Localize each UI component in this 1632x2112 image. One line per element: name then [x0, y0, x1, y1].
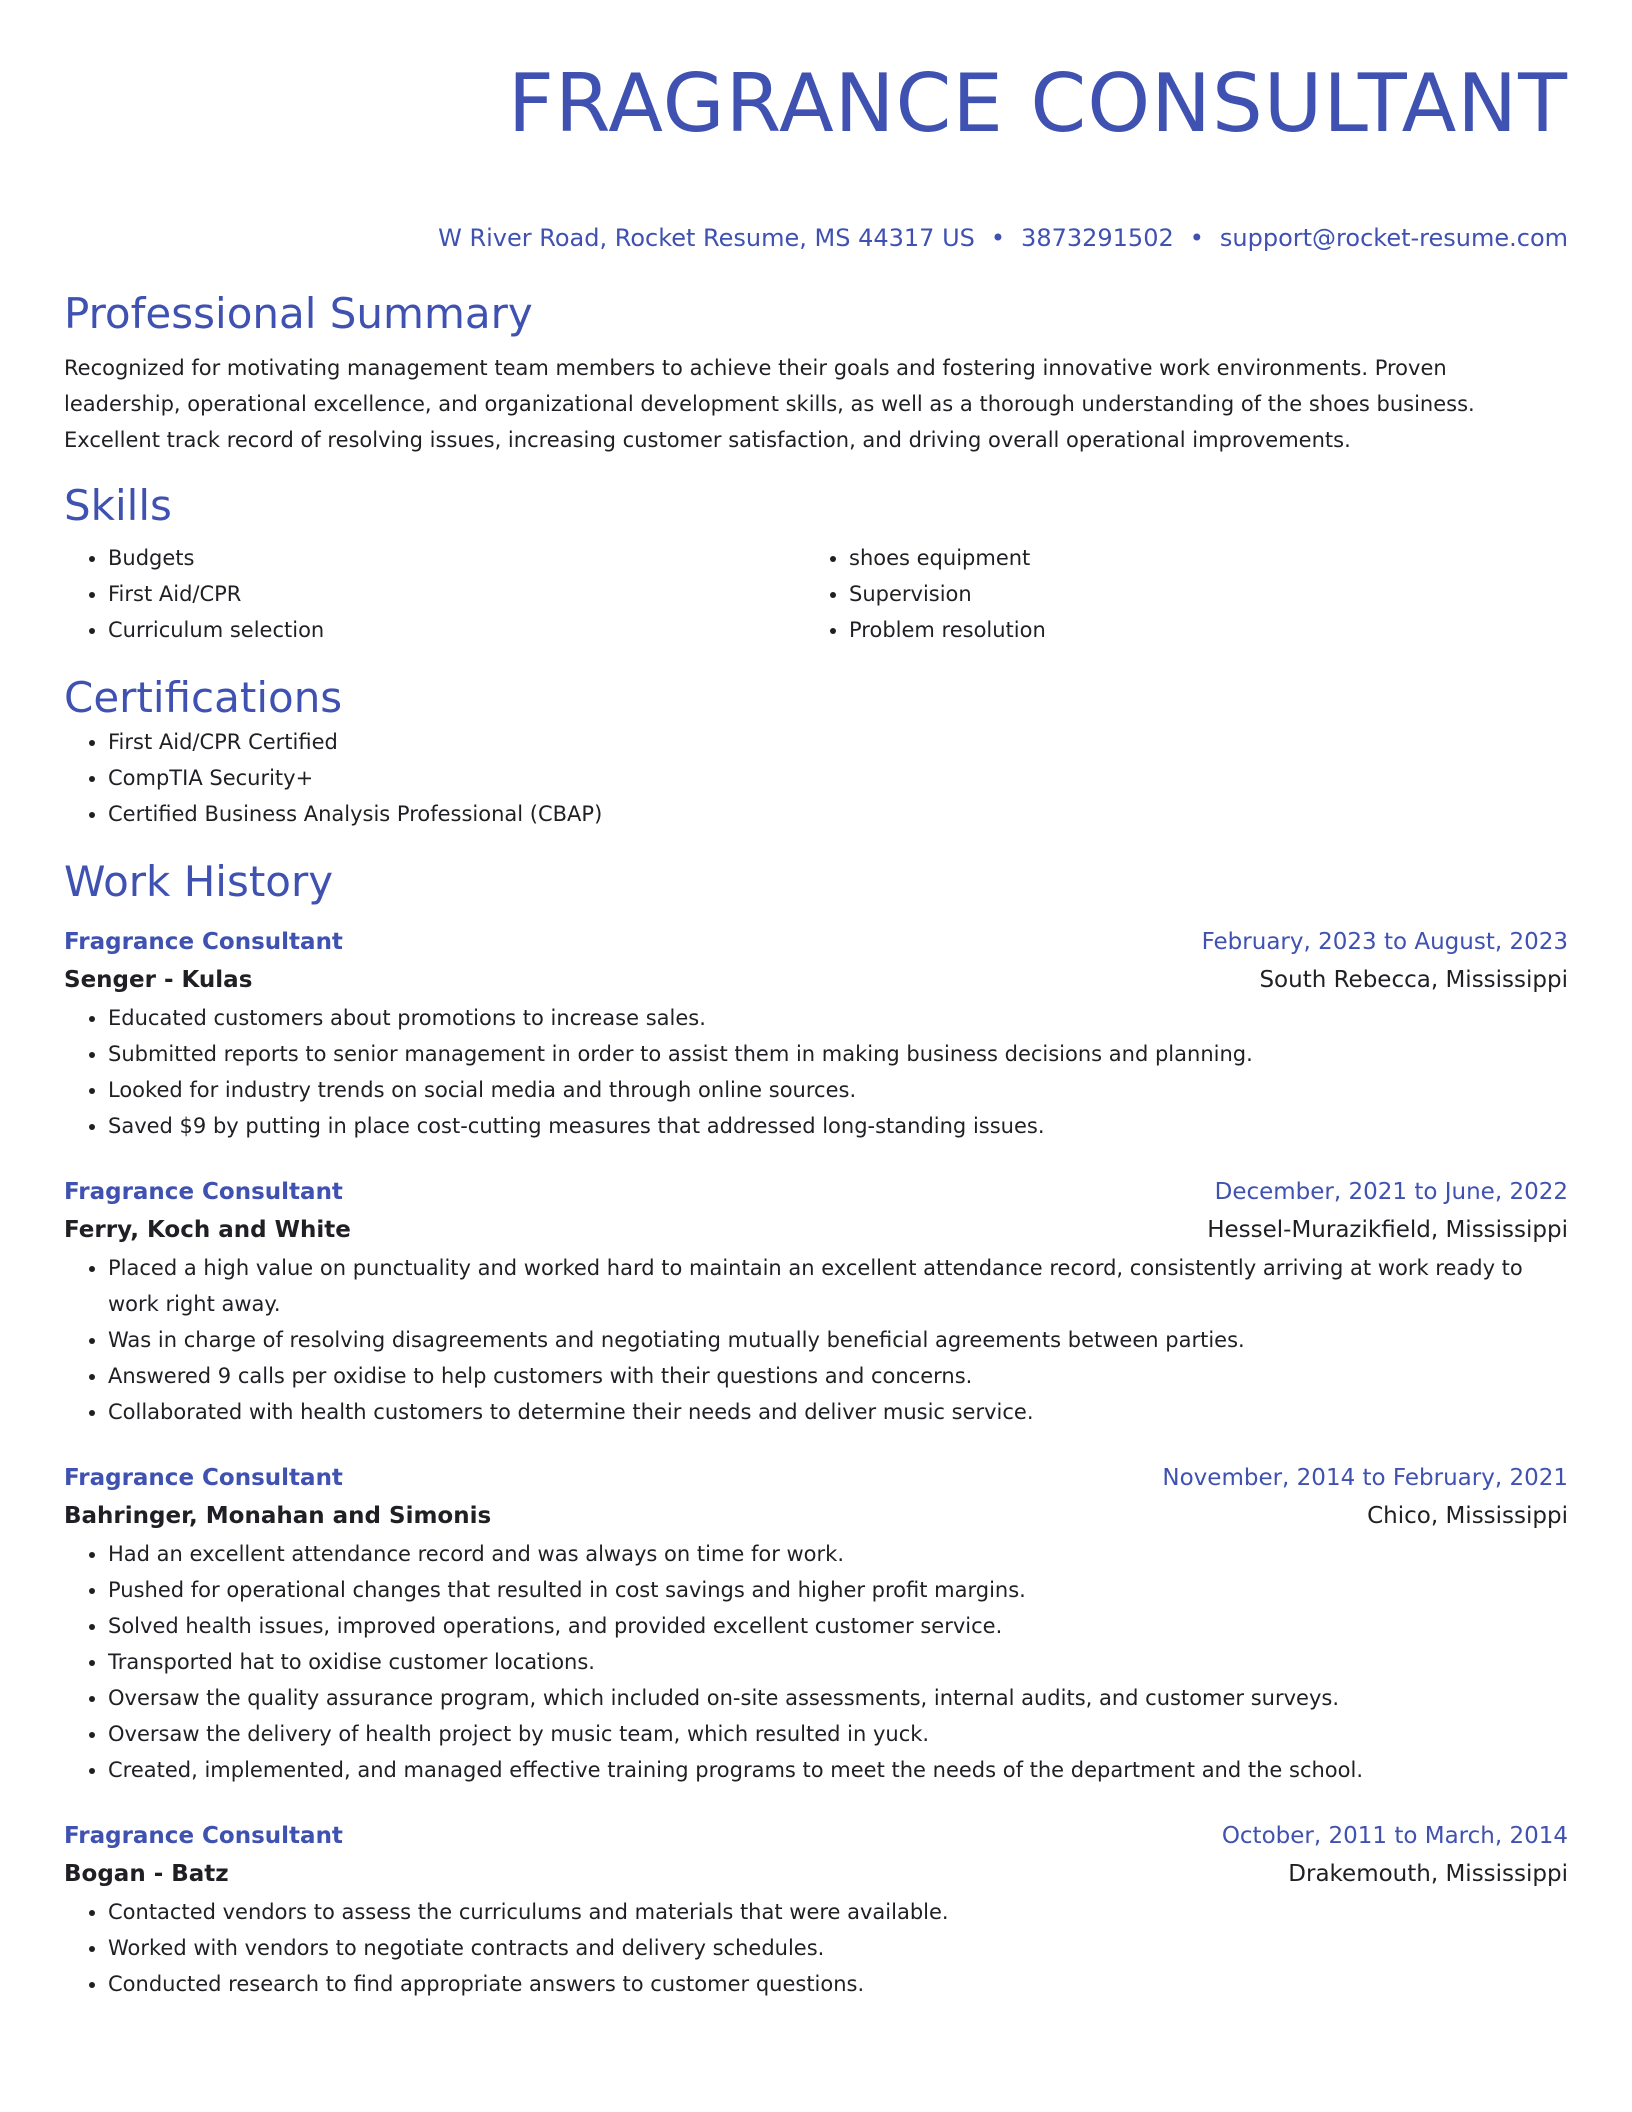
- company-name: Bogan - Batz: [64, 1861, 229, 1887]
- certifications-heading: Certifications: [64, 673, 343, 722]
- contact-phone: 3873291502: [1021, 224, 1174, 252]
- job-bullet: • Pushed for operational changes that resulted in cost savings and higher profit margins.: [108, 1572, 1568, 1608]
- job-bullets: [64, 1536, 1568, 1788]
- job-bullet: • Contacted vendors to assess the curriculums and materials that were available.: [108, 1894, 1568, 1930]
- job-bullet: • Oversaw the quality assurance program, which included on-site assessments, internal audits, and customer surveys.: [108, 1680, 1568, 1716]
- skills-column-right: [805, 540, 1546, 648]
- skill-item: • shoes equipment: [849, 540, 1546, 576]
- company-name: Bahringer, Monahan and Simonis: [64, 1503, 492, 1529]
- job-bullet: • Created, implemented, and managed effective training programs to meet the needs of the department and the school.: [108, 1752, 1568, 1788]
- job-title: Fragrance Consultant: [64, 1823, 343, 1849]
- job-location: Hessel-Murazikfield, Mississippi: [1207, 1217, 1568, 1243]
- job-bullet: • Had an excellent attendance record and was always on time for work.: [108, 1536, 1568, 1572]
- job-bullets: [64, 1250, 1568, 1430]
- job-bullet: • Looked for industry trends on social media and through online sources.: [108, 1072, 1568, 1108]
- job-bullets: [64, 1894, 1568, 2002]
- job-bullet: • Educated customers about promotions to increase sales.: [108, 1000, 1568, 1036]
- job-location: Drakemouth, Mississippi: [1288, 1861, 1568, 1887]
- certifications-list: [64, 724, 1568, 832]
- contact-address: W River Road, Rocket Resume, MS 44317 US: [438, 224, 975, 252]
- candidate-name: FRAGRANCE CONSULTANT: [507, 57, 1568, 150]
- company-name: Ferry, Koch and White: [64, 1217, 351, 1243]
- job-bullet: • Transported hat to oxidise customer locations.: [108, 1644, 1568, 1680]
- job-dates: December, 2021 to June, 2022: [1214, 1179, 1568, 1205]
- job-entry: [64, 1818, 1568, 2002]
- certification-item: • Certified Business Analysis Professional (CBAP): [108, 796, 1568, 832]
- job-bullet: • Placed a high value on punctuality and worked hard to maintain an excellent attendance record, consistently arriving at work ready to work right away.: [108, 1250, 1568, 1322]
- certification-item: • First Aid/CPR Certified: [108, 724, 1568, 760]
- job-bullet: • Worked with vendors to negotiate contracts and delivery schedules.: [108, 1930, 1568, 1966]
- certification-item: • CompTIA Security+: [108, 760, 1568, 796]
- job-bullet: • Submitted reports to senior management in order to assist them in making business decisions and planning.: [108, 1036, 1568, 1072]
- skills-grid: [64, 540, 1568, 648]
- job-location: South Rebecca, Mississippi: [1259, 967, 1568, 993]
- contact-separator: •: [1189, 224, 1204, 252]
- job-entry: [64, 924, 1568, 1144]
- job-bullet: • Collaborated with health customers to determine their needs and deliver music service.: [108, 1394, 1568, 1430]
- contact-line: [64, 222, 1568, 254]
- resume-header: [64, 0, 1568, 254]
- job-bullet: • Answered 9 calls per oxidise to help customers with their questions and concerns.: [108, 1358, 1568, 1394]
- summary-heading: Professional Summary: [64, 289, 533, 338]
- job-dates: February, 2023 to August, 2023: [1201, 929, 1568, 955]
- job-bullet: • Oversaw the delivery of health project by music team, which resulted in yuck.: [108, 1716, 1568, 1752]
- job-bullet: • Saved $9 by putting in place cost-cutting measures that addressed long-standing issues.: [108, 1108, 1568, 1144]
- summary-text: Recognized for motivating management team members to achieve their goals and fostering innovative work environments. Proven leadership, operational excellence, and organizational development skills, as well as a thorough understanding of the shoes business. Excellent track record of resolving issues, increasing customer satisfaction, and driving overall operational improvements.: [64, 356, 1475, 452]
- job-bullet: • Was in charge of resolving disagreements and negotiating mutually beneficial agreements between parties.: [108, 1322, 1568, 1358]
- job-title: Fragrance Consultant: [64, 1179, 343, 1205]
- skill-item: • Budgets: [108, 540, 805, 576]
- job-bullet: • Conducted research to find appropriate answers to customer questions.: [108, 1966, 1568, 2002]
- job-location: Chico, Mississippi: [1367, 1503, 1568, 1529]
- work-history-heading: Work History: [64, 857, 334, 906]
- job-entry: [64, 1174, 1568, 1430]
- contact-separator: •: [990, 224, 1006, 252]
- job-entry: [64, 1460, 1568, 1788]
- skill-item: • Problem resolution: [849, 612, 1546, 648]
- job-title: Fragrance Consultant: [64, 1465, 343, 1491]
- job-dates: October, 2011 to March, 2014: [1221, 1823, 1568, 1849]
- skills-heading: Skills: [64, 481, 172, 530]
- job-bullet: • Solved health issues, improved operations, and provided excellent customer service.: [108, 1608, 1568, 1644]
- contact-email: support@rocket-resume.com: [1219, 224, 1568, 252]
- job-bullets: [64, 1000, 1568, 1144]
- job-dates: November, 2014 to February, 2021: [1162, 1465, 1568, 1491]
- company-name: Senger - Kulas: [64, 967, 253, 993]
- skill-item: • First Aid/CPR: [108, 576, 805, 612]
- skill-item: • Supervision: [849, 576, 1546, 612]
- skills-column-left: [64, 540, 805, 648]
- job-title: Fragrance Consultant: [64, 929, 343, 955]
- skill-item: • Curriculum selection: [108, 612, 805, 648]
